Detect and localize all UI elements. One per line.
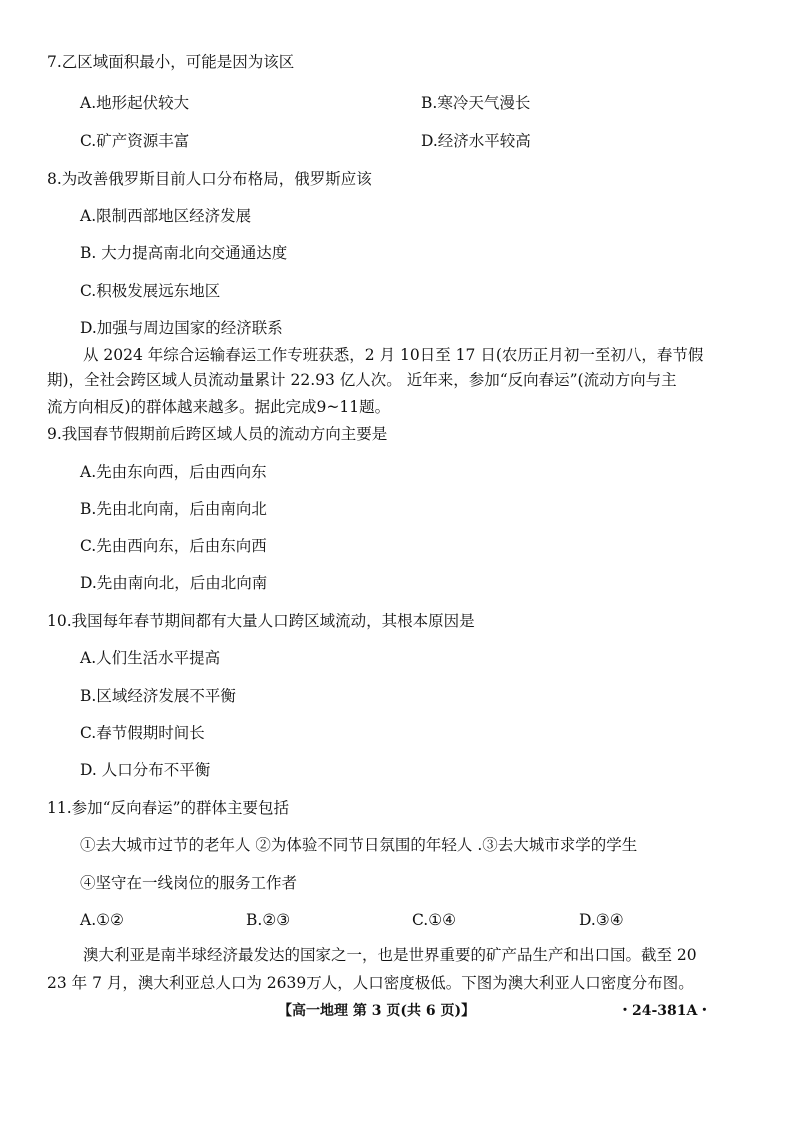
question-10-option-c: C.春节假期时间长: [80, 724, 205, 742]
material-2-line-2: 23 年 7 月，澳大利亚总人口为 2639万人，人口密度极低。下图为澳大利亚人口密度分布图。: [47, 974, 694, 992]
material-1-line-2: 期)，全社会跨区域人员流动量累计 22.93 亿人次。 近年来，参加“反向春运”(流动方向与主: [47, 371, 677, 389]
question-7-stem: 7.乙区域面积最小，可能是因为该区: [47, 53, 295, 71]
question-7-option-d: D.经济水平较高: [421, 132, 531, 150]
question-11-option-d: D.③④: [579, 911, 624, 929]
question-11-option-b: B.②③: [246, 911, 291, 929]
question-9-option-d: D.先由南向北，后由北向南: [80, 574, 268, 592]
exam-code: ・24-381A・: [618, 1003, 712, 1019]
material-2-line-1: 澳大利亚是南半球经济最发达的国家之一，也是世界重要的矿产品生产和出口国。截至 20: [83, 946, 697, 964]
question-8-option-c: C.积极发展远东地区: [80, 282, 221, 300]
question-11-items-line-1: ①去大城市过节的老年人 ②为体验不同节日氛围的年轻人 .③去大城市求学的学生: [80, 836, 638, 854]
question-8-option-b: B. 大力提高南北向交通通达度: [80, 244, 288, 262]
question-8-option-a: A.限制西部地区经济发展: [80, 207, 252, 225]
question-7-option-c: C.矿产资源丰富: [80, 132, 190, 150]
question-10-option-d: D. 人口分布不平衡: [80, 761, 211, 779]
question-9-stem: 9.我国春节假期前后跨区域人员的流动方向主要是: [47, 425, 388, 443]
material-1-line-3: 流方向相反)的群体越来越多。据此完成9~11题。: [47, 398, 391, 416]
material-1-line-1: 从 2024 年综合运输春运工作专班获悉，2 月 10日至 17 日(农历正月初一至初八，春节假: [83, 346, 704, 364]
question-11-option-a: A.①②: [80, 911, 124, 929]
question-7-option-a: A.地形起伏较大: [80, 94, 190, 112]
question-8-option-d: D.加强与周边国家的经济联系: [80, 319, 283, 337]
question-11-option-c: C.①④: [412, 911, 457, 929]
question-9-option-b: B.先由北向南，后由南向北: [80, 500, 267, 518]
question-7-option-b: B.寒冷天气漫长: [421, 94, 531, 112]
question-9-option-c: C.先由西向东，后由东向西: [80, 537, 267, 555]
question-10-option-a: A.人们生活水平提高: [80, 649, 221, 667]
question-8-stem: 8.为改善俄罗斯目前人口分布格局，俄罗斯应该: [47, 170, 372, 188]
question-10-stem: 10.我国每年春节期间都有大量人口跨区域流动，其根本原因是: [47, 612, 475, 630]
page-footer: 【高一地理 第 3 页(共 6 页)】: [278, 1003, 476, 1019]
question-11-stem: 11.参加“反向春运”的群体主要包括: [47, 799, 289, 817]
question-10-option-b: B.区域经济发展不平衡: [80, 687, 236, 705]
question-9-option-a: A.先由东向西，后由西向东: [80, 463, 267, 481]
question-11-items-line-2: ④坚守在一线岗位的服务工作者: [80, 874, 298, 892]
